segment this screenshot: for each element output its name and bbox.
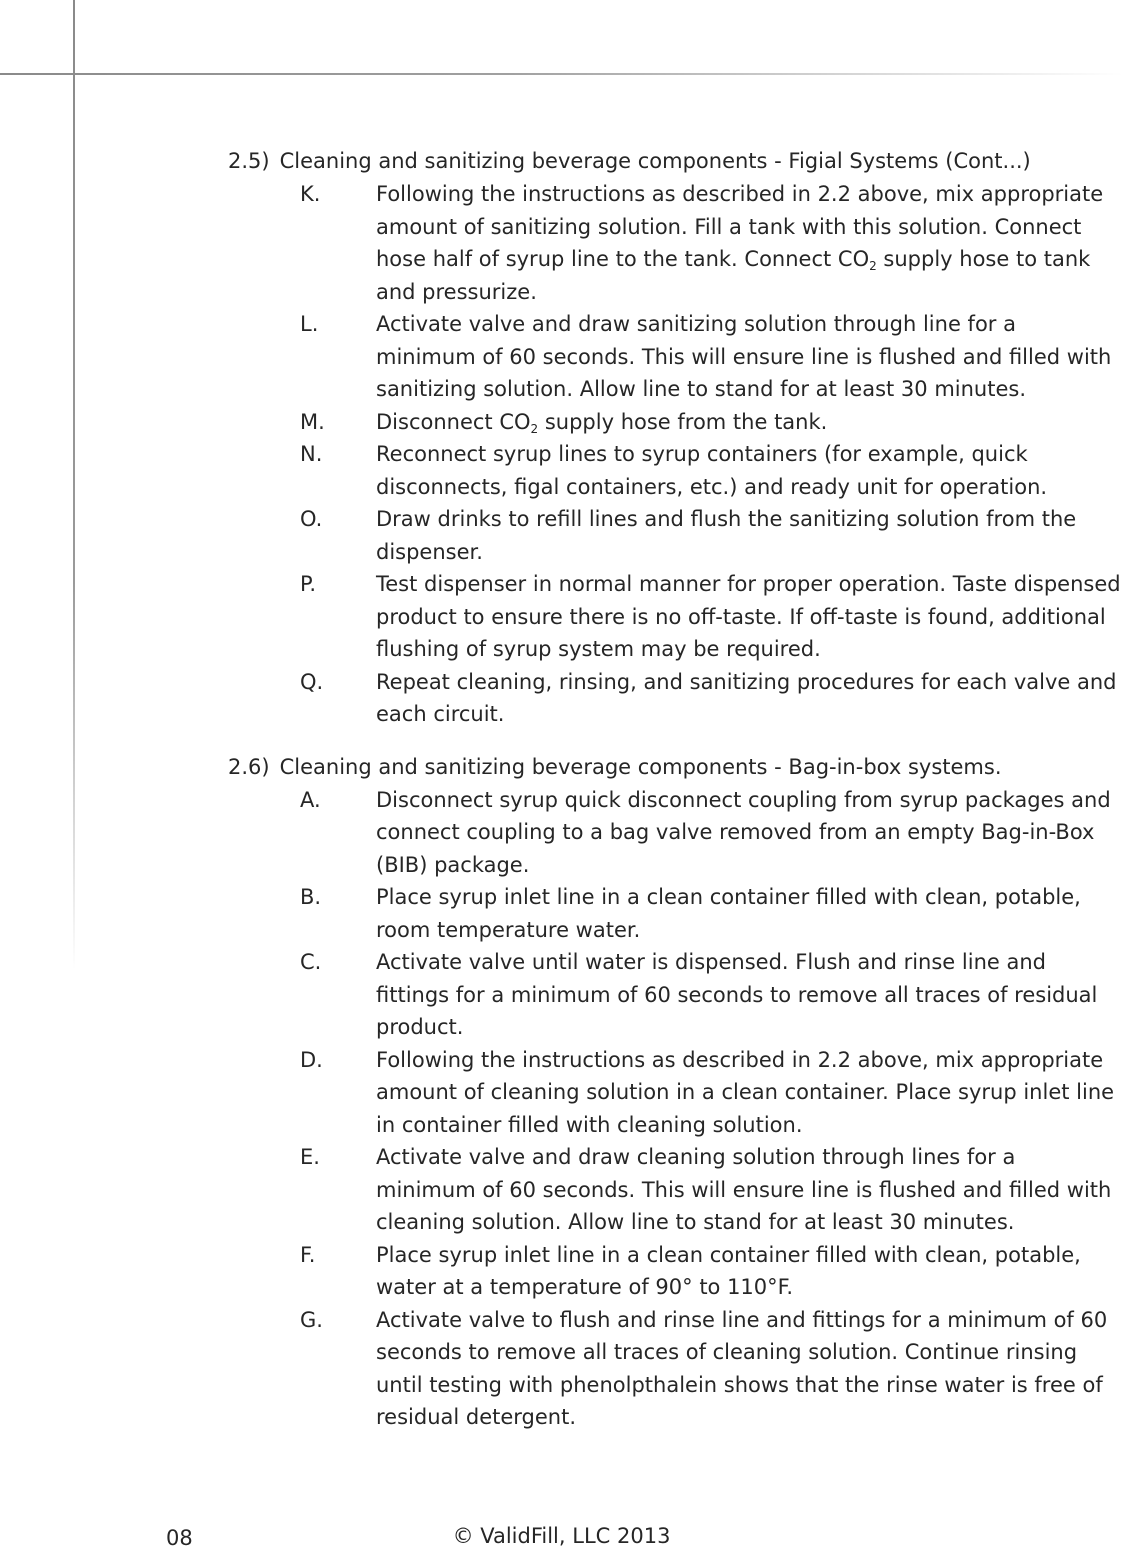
list-item	[228, 1044, 1123, 1142]
item-letter: P.	[300, 572, 317, 596]
item-letter: K.	[300, 182, 321, 206]
procedure-list	[228, 784, 1123, 1434]
item-letter: O.	[300, 507, 323, 531]
item-letter: G.	[300, 1307, 323, 1332]
list-item	[228, 503, 1123, 568]
section-number: 2.6)	[228, 754, 270, 779]
item-letter: M.	[300, 409, 325, 434]
item-text: Place syrup inlet line in a clean container filled with clean, potable, room temperature water.	[376, 885, 1081, 942]
list-item	[228, 438, 1123, 503]
item-text: Activate valve until water is dispensed. Flush and rinse line and fittings for a minimum of 60 seconds to remove all traces of residual product.	[376, 950, 1098, 1039]
item-letter: B.	[300, 885, 322, 909]
list-item	[228, 568, 1123, 666]
list-item	[228, 1304, 1123, 1434]
item-text: Activate valve and draw cleaning solution through lines for a minimum of 60 seconds. This will ensure line is flushed and filled with cleaning solution. Allow line to stand for at least 30 minutes.	[376, 1145, 1112, 1234]
item-text: Following the instructions as described in 2.2 above, mix appropriate amount of sanitizing solution. Fill a tank with this solution. Connect hose half of syrup line to the tank. Connect $CO_2$ supply hose to tank and pressurize.	[376, 182, 1104, 304]
page-corner-horizontal-rule	[0, 73, 1123, 75]
section-title	[228, 145, 1123, 178]
section-number: 2.5)	[228, 149, 270, 173]
list-item	[228, 178, 1123, 308]
section-heading: Cleaning and sanitizing beverage components - Figial Systems (Cont...)	[279, 149, 1031, 173]
list-item	[228, 1141, 1123, 1239]
section-title	[228, 751, 1123, 784]
document-body	[228, 145, 1123, 1434]
item-letter: L.	[300, 312, 319, 336]
list-item	[228, 406, 1123, 439]
list-item	[228, 946, 1123, 1044]
item-text: Place syrup inlet line in a clean container filled with clean, potable, water at a temperature of 90° to 110°F.	[376, 1242, 1081, 1299]
item-text: Test dispenser in normal manner for proper operation. Taste dispensed product to ensure there is no off-taste. If off-taste is found, additional flushing of syrup system may be required.	[376, 572, 1121, 661]
page-corner-vertical-rule	[73, 0, 75, 970]
item-text: Activate valve to flush and rinse line and fittings for a minimum of 60 seconds to remove all traces of cleaning solution. Continue rinsing until testing with phenolpthalein shows that the rinse water is free of residual detergent.	[376, 1307, 1108, 1429]
item-letter: C.	[300, 950, 322, 974]
item-text: Draw drinks to refill lines and flush the sanitizing solution from the dispenser.	[376, 507, 1077, 564]
list-item	[228, 666, 1123, 731]
item-text: Following the instructions as described in 2.2 above, mix appropriate amount of cleaning solution in a clean container. Place syrup inlet line in container filled with cleaning solution.	[376, 1047, 1115, 1137]
list-item	[228, 1239, 1123, 1304]
item-letter: D.	[300, 1047, 323, 1072]
section-2-6	[228, 751, 1123, 1434]
section-heading: Cleaning and sanitizing beverage components - Bag-in-box systems.	[279, 754, 1002, 779]
item-letter: F.	[300, 1242, 316, 1267]
section-2-5	[228, 145, 1123, 731]
item-text: Disconnect $CO_2$ supply hose from the tank.	[376, 409, 828, 436]
item-letter: A.	[300, 787, 321, 812]
list-item	[228, 784, 1123, 882]
list-item	[228, 308, 1123, 406]
item-text: Activate valve and draw sanitizing solution through line for a minimum of 60 seconds. This will ensure line is flushed and filled with sanitizing solution. Allow line to stand for at least 30 minutes.	[376, 312, 1112, 401]
page-number: 08	[166, 1526, 193, 1550]
procedure-list	[228, 178, 1123, 731]
copyright-notice: © ValidFill, LLC 2013	[452, 1524, 671, 1548]
item-text: Repeat cleaning, rinsing, and sanitizing procedures for each valve and each circuit.	[376, 669, 1117, 726]
item-text: Reconnect syrup lines to syrup containers (for example, quick disconnects, figal containers, etc.) and ready unit for operation.	[376, 442, 1048, 499]
item-letter: N.	[300, 442, 323, 466]
item-letter: Q.	[300, 669, 324, 694]
item-letter: E.	[300, 1145, 320, 1169]
list-item	[228, 881, 1123, 946]
item-text: Disconnect syrup quick disconnect coupling from syrup packages and connect coupling to a bag valve removed from an empty Bag-in-Box (BIB) package.	[376, 787, 1111, 877]
